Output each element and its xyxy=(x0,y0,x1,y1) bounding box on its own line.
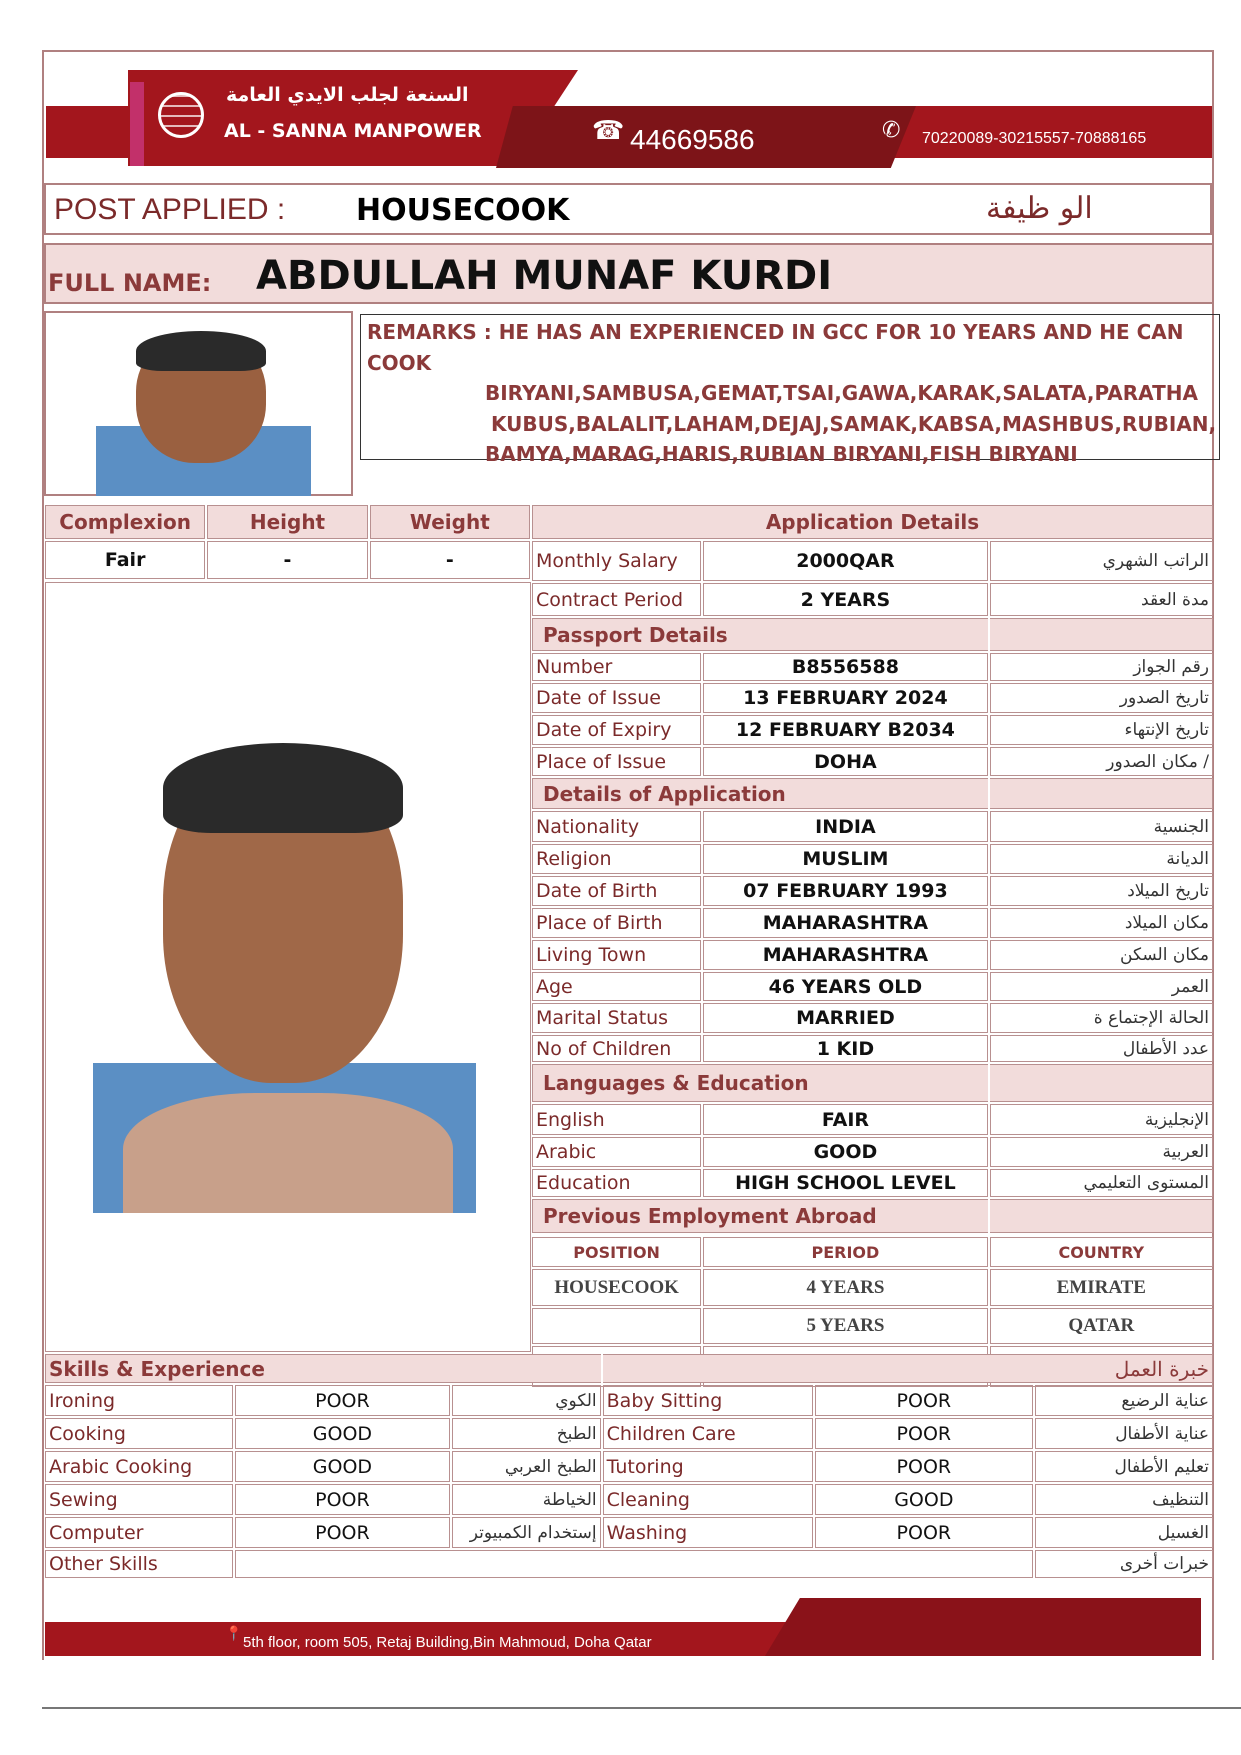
location-pin-icon: 📍 xyxy=(225,1626,243,1642)
field-label: Contract Period xyxy=(532,583,701,616)
section-header-row xyxy=(532,778,1213,809)
skill-name: Ironing xyxy=(45,1385,233,1416)
company-name-ar: السنعة لجلب الايدي العامة xyxy=(226,84,469,106)
section-header-row xyxy=(532,618,1213,651)
remarks-line: KUBUS,BALALIT,LAHAM,DEJAJ,SAMAK,KABSA,MASHBUS,RUBIAN, xyxy=(491,411,1217,436)
section-title: Passport Details xyxy=(532,618,988,651)
height-value: - xyxy=(207,541,367,579)
field-label: Place of Issue xyxy=(532,747,701,776)
field-label: Place of Birth xyxy=(532,908,701,938)
section-title-ar xyxy=(990,1199,1213,1233)
other-skills-value xyxy=(235,1550,1033,1578)
complexion-value: Fair xyxy=(45,541,205,579)
field-value: 12 FEBRUARY B2034 xyxy=(703,715,987,745)
employment-cell: EMIRATE xyxy=(990,1269,1213,1306)
skill-name-ar: الغسيل xyxy=(1035,1517,1213,1548)
field-value: 2000QAR xyxy=(703,541,987,581)
section-title: Details of Application xyxy=(532,778,988,809)
skill-level: GOOD xyxy=(235,1451,450,1482)
skill-name: Tutoring xyxy=(603,1451,813,1482)
skill-level: POOR xyxy=(235,1484,450,1515)
detail-row xyxy=(532,1104,1213,1135)
detail-row xyxy=(532,811,1213,842)
detail-row xyxy=(532,1003,1213,1033)
applicant-photo-large xyxy=(93,713,476,1213)
bottom-divider xyxy=(42,1707,1241,1709)
detail-row xyxy=(532,972,1213,1001)
field-label: No of Children xyxy=(532,1035,701,1062)
phone-icon: ☎ xyxy=(592,116,625,146)
detail-row xyxy=(532,844,1213,874)
skill-name-ar: تعليم الأطفال xyxy=(1035,1451,1213,1482)
employment-row xyxy=(532,1269,1213,1306)
field-label-ar: الإنجليزية xyxy=(990,1104,1213,1135)
post-applied-row xyxy=(44,183,1212,235)
employment-cell xyxy=(532,1308,701,1344)
detail-row xyxy=(532,653,1213,681)
employment-header: PERIOD xyxy=(703,1237,987,1267)
field-label: Date of Birth xyxy=(532,876,701,906)
field-label: Date of Expiry xyxy=(532,715,701,745)
skill-name-ar: عناية الأطفال xyxy=(1035,1418,1213,1449)
skill-name-ar: إستخدام الكمبيوتر xyxy=(452,1517,601,1548)
employment-cell: 5 YEARS xyxy=(703,1308,987,1344)
other-skills-row xyxy=(45,1550,1213,1578)
other-skills-label: Other Skills xyxy=(45,1550,233,1578)
detail-row xyxy=(532,1137,1213,1167)
detail-row xyxy=(532,1169,1213,1197)
field-value: GOOD xyxy=(703,1137,987,1167)
skill-name: Sewing xyxy=(45,1484,233,1515)
skill-name: Computer xyxy=(45,1517,233,1548)
field-label-ar: الراتب الشهري xyxy=(990,541,1213,581)
weight-value: - xyxy=(370,541,530,579)
full-name-label: FULL NAME: xyxy=(48,269,212,297)
company-name-en: AL - SANNA MANPOWER xyxy=(224,120,482,142)
section-title-ar xyxy=(990,778,1213,809)
field-value: HIGH SCHOOL LEVEL xyxy=(703,1169,987,1197)
field-label-ar: مكان الميلاد xyxy=(990,908,1213,938)
physical-table xyxy=(43,503,532,581)
section-title: Previous Employment Abroad xyxy=(532,1199,988,1233)
skill-level: POOR xyxy=(815,1451,1033,1482)
field-label-ar: الحالة الإجتماع ة xyxy=(990,1003,1213,1033)
skill-row xyxy=(45,1484,1213,1515)
remarks-label: REMARKS : xyxy=(367,320,492,344)
other-skills-label-ar: خبرات أخرى xyxy=(1035,1550,1213,1578)
field-label-ar: تاريخ الميلاد xyxy=(990,876,1213,906)
field-value: 13 FEBRUARY 2024 xyxy=(703,683,987,713)
field-value: B8556588 xyxy=(703,653,987,681)
field-label-ar: مكان الصدور / xyxy=(990,747,1213,776)
skills-header: Skills & Experience xyxy=(45,1354,601,1383)
field-value: 07 FEBRUARY 1993 xyxy=(703,876,987,906)
skill-name-ar: الخياطة xyxy=(452,1484,601,1515)
full-name-value: ABDULLAH MUNAF KURDI xyxy=(256,253,833,299)
application-details-table xyxy=(530,503,1215,1389)
skill-name: Cleaning xyxy=(603,1484,813,1515)
detail-row xyxy=(532,715,1213,745)
field-label: Age xyxy=(532,972,701,1001)
employment-cell: HOUSECOOK xyxy=(532,1269,701,1306)
employment-cell: QATAR xyxy=(990,1308,1213,1344)
detail-row xyxy=(532,1035,1213,1062)
field-value: MUSLIM xyxy=(703,844,987,874)
detail-row xyxy=(532,747,1213,776)
field-value: 1 KID xyxy=(703,1035,987,1062)
section-title: Languages & Education xyxy=(532,1064,988,1102)
field-value: MAHARASHTRA xyxy=(703,908,987,938)
detail-row xyxy=(532,876,1213,906)
footer-band xyxy=(45,1598,1201,1656)
employment-header: COUNTRY xyxy=(990,1237,1213,1267)
applicant-photo-small xyxy=(96,321,311,496)
field-label: Religion xyxy=(532,844,701,874)
field-value: 2 YEARS xyxy=(703,583,987,616)
section-title-ar xyxy=(990,1064,1213,1102)
skill-level: POOR xyxy=(235,1517,450,1548)
field-value: FAIR xyxy=(703,1104,987,1135)
field-value: MAHARASHTRA xyxy=(703,940,987,970)
field-label-ar: الديانة xyxy=(990,844,1213,874)
field-label: Living Town xyxy=(532,940,701,970)
mobile-icon: ✆ xyxy=(882,118,901,143)
skill-name: Cooking xyxy=(45,1418,233,1449)
field-label: Marital Status xyxy=(532,1003,701,1033)
detail-row xyxy=(532,583,1213,616)
field-label-ar: مكان السكن xyxy=(990,940,1213,970)
employment-cell: 4 YEARS xyxy=(703,1269,987,1306)
field-value: INDIA xyxy=(703,811,987,842)
large-photo-box xyxy=(45,582,531,1352)
employment-header: POSITION xyxy=(532,1237,701,1267)
field-label-ar: تاريخ الإنتهاء xyxy=(990,715,1213,745)
field-label-ar: رقم الجواز xyxy=(990,653,1213,681)
skills-header-ar: خبرة العمل xyxy=(603,1354,1213,1383)
section-header-row xyxy=(532,1064,1213,1102)
header-band xyxy=(46,70,1212,170)
field-label-ar: العربية xyxy=(990,1137,1213,1167)
skill-level: POOR xyxy=(815,1385,1033,1416)
skill-name: Washing xyxy=(603,1517,813,1548)
skill-row xyxy=(45,1517,1213,1548)
remarks-line: HE HAS AN EXPERIENCED IN GCC FOR 10 YEARS AND HE CAN COOK xyxy=(367,320,1184,375)
section-title-ar xyxy=(990,618,1213,651)
post-applied-label: POST APPLIED : xyxy=(54,193,286,226)
weight-header: Weight xyxy=(370,505,530,539)
photo-box xyxy=(44,311,353,496)
detail-row xyxy=(532,908,1213,938)
field-value: 46 YEARS OLD xyxy=(703,972,987,1001)
field-label-ar: مدة العقد xyxy=(990,583,1213,616)
field-label-ar: تاريخ الصدور xyxy=(990,683,1213,713)
skill-name-ar: الطبخ العربي xyxy=(452,1451,601,1482)
skills-table xyxy=(43,1352,1215,1580)
height-header: Height xyxy=(207,505,367,539)
field-label: Date of Issue xyxy=(532,683,701,713)
field-value: DOHA xyxy=(703,747,987,776)
full-name-row xyxy=(44,243,1214,304)
field-label: Education xyxy=(532,1169,701,1197)
detail-row xyxy=(532,940,1213,970)
mobile-numbers: 70220089-30215557-70888165 xyxy=(922,130,1147,147)
field-label: Monthly Salary xyxy=(532,541,701,581)
field-label-ar: الجنسية xyxy=(990,811,1213,842)
post-applied-value: HOUSECOOK xyxy=(356,193,570,228)
skill-level: POOR xyxy=(815,1517,1033,1548)
skill-level: POOR xyxy=(815,1418,1033,1449)
field-label-ar: المستوى التعليمي xyxy=(990,1169,1213,1197)
skill-name-ar: الكوي xyxy=(452,1385,601,1416)
skill-name-ar: الطبخ xyxy=(452,1418,601,1449)
skill-level: POOR xyxy=(235,1385,450,1416)
remarks-line: BAMYA,MARAG,HARIS,RUBIAN BIRYANI,FISH BIRYANI xyxy=(485,442,1078,466)
section-header-row xyxy=(532,1199,1213,1233)
skill-name: Children Care xyxy=(603,1418,813,1449)
field-value: MARRIED xyxy=(703,1003,987,1033)
application-details-header: Application Details xyxy=(532,505,1213,539)
remarks-box xyxy=(360,314,1220,466)
skill-row xyxy=(45,1451,1213,1482)
skill-name: Baby Sitting xyxy=(603,1385,813,1416)
skill-row xyxy=(45,1385,1213,1416)
field-label: Nationality xyxy=(532,811,701,842)
footer-address: 5th floor, room 505, Retaj Building,Bin Mahmoud, Doha Qatar xyxy=(243,1634,652,1651)
skill-level: GOOD xyxy=(815,1484,1033,1515)
detail-row xyxy=(532,541,1213,581)
skill-level: GOOD xyxy=(235,1418,450,1449)
field-label-ar: العمر xyxy=(990,972,1213,1001)
phone-number: 44669586 xyxy=(630,124,755,155)
employment-row xyxy=(532,1308,1213,1344)
field-label: English xyxy=(532,1104,701,1135)
skill-row xyxy=(45,1418,1213,1449)
detail-row xyxy=(532,683,1213,713)
field-label-ar: عدد الأطفال xyxy=(990,1035,1213,1062)
field-label: Arabic xyxy=(532,1137,701,1167)
skill-name-ar: التنظيف xyxy=(1035,1484,1213,1515)
post-applied-label-ar: الو ظيفة xyxy=(986,191,1093,226)
skill-name-ar: عناية الرضيع xyxy=(1035,1385,1213,1416)
field-label: Number xyxy=(532,653,701,681)
remarks-line: BIRYANI,SAMBUSA,GEMAT,TSAI,GAWA,KARAK,SALATA,PARATHA xyxy=(485,381,1198,405)
skill-name: Arabic Cooking xyxy=(45,1451,233,1482)
complexion-header: Complexion xyxy=(45,505,205,539)
globe-logo-icon xyxy=(158,92,204,138)
